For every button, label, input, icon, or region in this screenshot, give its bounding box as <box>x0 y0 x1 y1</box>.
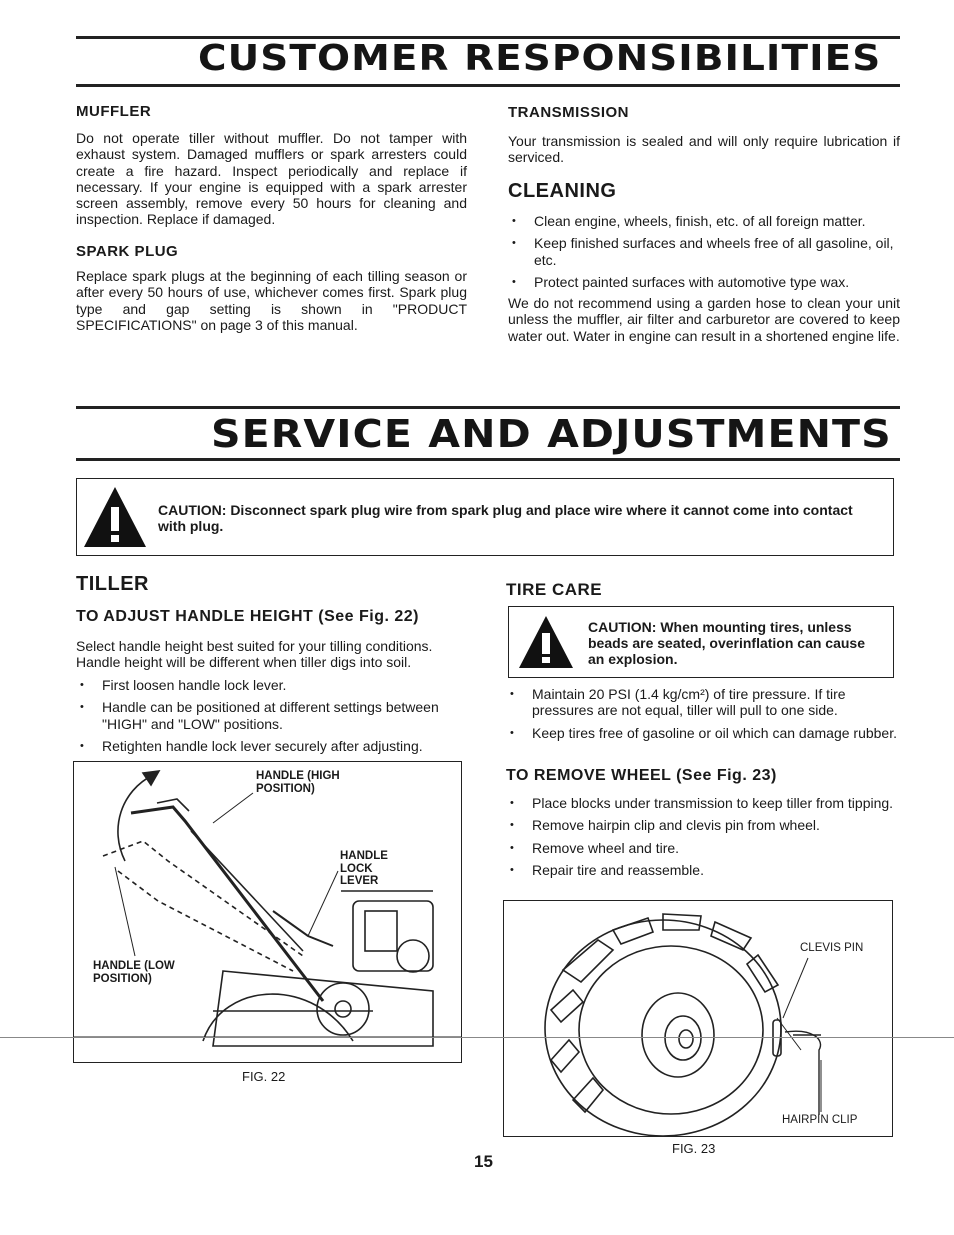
tiller-illustration <box>73 761 462 1063</box>
handle-high-label: HANDLE (HIGH POSITION) <box>256 770 340 795</box>
fig22-caption: FIG. 22 <box>242 1069 286 1084</box>
tiller-heading: TILLER <box>76 573 149 595</box>
list-item: • Repair tire and reassemble. <box>506 862 898 878</box>
tire-caution-text: CAUTION: When mounting tires, unless beads are seated, overinflation can cause an explosion. <box>588 619 866 667</box>
cleaning-text: We do not recommend using a garden hose to clean your unit unless the muffler, air filter and carburetor are covered to keep water out. Water in engine can result in a shortened engine life. <box>508 295 900 344</box>
divider <box>0 1037 954 1038</box>
warning-icon <box>517 614 575 670</box>
handle-lock-label: HANDLE LOCK LEVER <box>340 850 388 887</box>
list-item: • First loosen handle lock lever. <box>76 677 468 693</box>
transmission-text: Your transmission is sealed and will only require lubrication if serviced. <box>508 133 900 166</box>
cleaning-heading: CLEANING <box>508 180 617 202</box>
handle-height-heading: TO ADJUST HANDLE HEIGHT (See Fig. 22) <box>76 608 419 625</box>
handle-height-text: Select handle height best suited for your tilling conditions. Handle height will be different when tiller digs into soil. <box>76 638 433 671</box>
muffler-text: Do not operate tiller without muffler. Do not tamper with exhaust system. Damaged mufflers or spark arresters could create a fire hazard. Inspect periodically and replace if necessary. If your engine is equipped with a spark arrester screen assembly, remove every 50 hours for cleaning and inspection. Replace if damaged. <box>76 130 467 228</box>
list-item: • Clean engine, wheels, finish, etc. of all foreign matter. <box>508 213 900 229</box>
remove-wheel-list <box>506 795 898 884</box>
list-item: • Protect painted surfaces with automotive type wax. <box>508 274 900 290</box>
list-item: • Remove hairpin clip and clevis pin from wheel. <box>506 817 898 833</box>
list-item: • Keep tires free of gasoline or oil which can damage rubber. <box>506 725 898 741</box>
list-item: • Remove wheel and tire. <box>506 840 898 856</box>
wheel-illustration <box>503 900 893 1137</box>
service-top-rule <box>76 406 900 409</box>
customer-title-rule <box>76 84 900 87</box>
tire-care-list <box>506 686 898 747</box>
cleaning-list <box>508 213 900 296</box>
list-item: • Handle can be positioned at different settings between "HIGH" and "LOW" positions. <box>76 699 468 732</box>
customer-title: CUSTOMER RESPONSIBILITIES <box>198 38 882 79</box>
transmission-heading: TRANSMISSION <box>508 104 630 121</box>
service-title-rule <box>76 458 900 461</box>
list-item: • Place blocks under transmission to keep tiller from tipping. <box>506 795 898 811</box>
service-title: SERVICE AND ADJUSTMENTS <box>211 412 892 456</box>
remove-wheel-heading: TO REMOVE WHEEL (See Fig. 23) <box>506 767 777 784</box>
spark-plug-heading: SPARK PLUG <box>76 243 179 260</box>
hairpin-clip-label: HAIRPIN CLIP <box>782 1114 858 1126</box>
list-item: • Keep finished surfaces and wheels free of all gasoline, oil, etc. <box>508 235 900 268</box>
handle-height-list <box>76 677 468 760</box>
caution-text: CAUTION: Disconnect spark plug wire from spark plug and place wire where it cannot come into contact with plug. <box>158 502 853 534</box>
page-number: 15 <box>474 1152 493 1171</box>
list-item: • Retighten handle lock lever securely after adjusting. <box>76 738 468 754</box>
spark-plug-text: Replace spark plugs at the beginning of each tilling season or after every 50 hours of use, whichever comes first. Spark plug type and gap setting is shown in "PRODUCT SPECIFICATIONS" on page 3 of this manual. <box>76 268 467 333</box>
clevis-pin-label: CLEVIS PIN <box>800 942 864 954</box>
handle-low-label: HANDLE (LOW POSITION) <box>93 960 175 985</box>
warning-icon <box>82 485 148 549</box>
fig23-caption: FIG. 23 <box>672 1141 716 1156</box>
tire-care-heading: TIRE CARE <box>506 580 603 599</box>
list-item: • Maintain 20 PSI (1.4 kg/cm²) of tire pressure. If tire pressures are not equal, tiller will pull to one side. <box>506 686 898 719</box>
muffler-heading: MUFFLER <box>76 103 152 120</box>
